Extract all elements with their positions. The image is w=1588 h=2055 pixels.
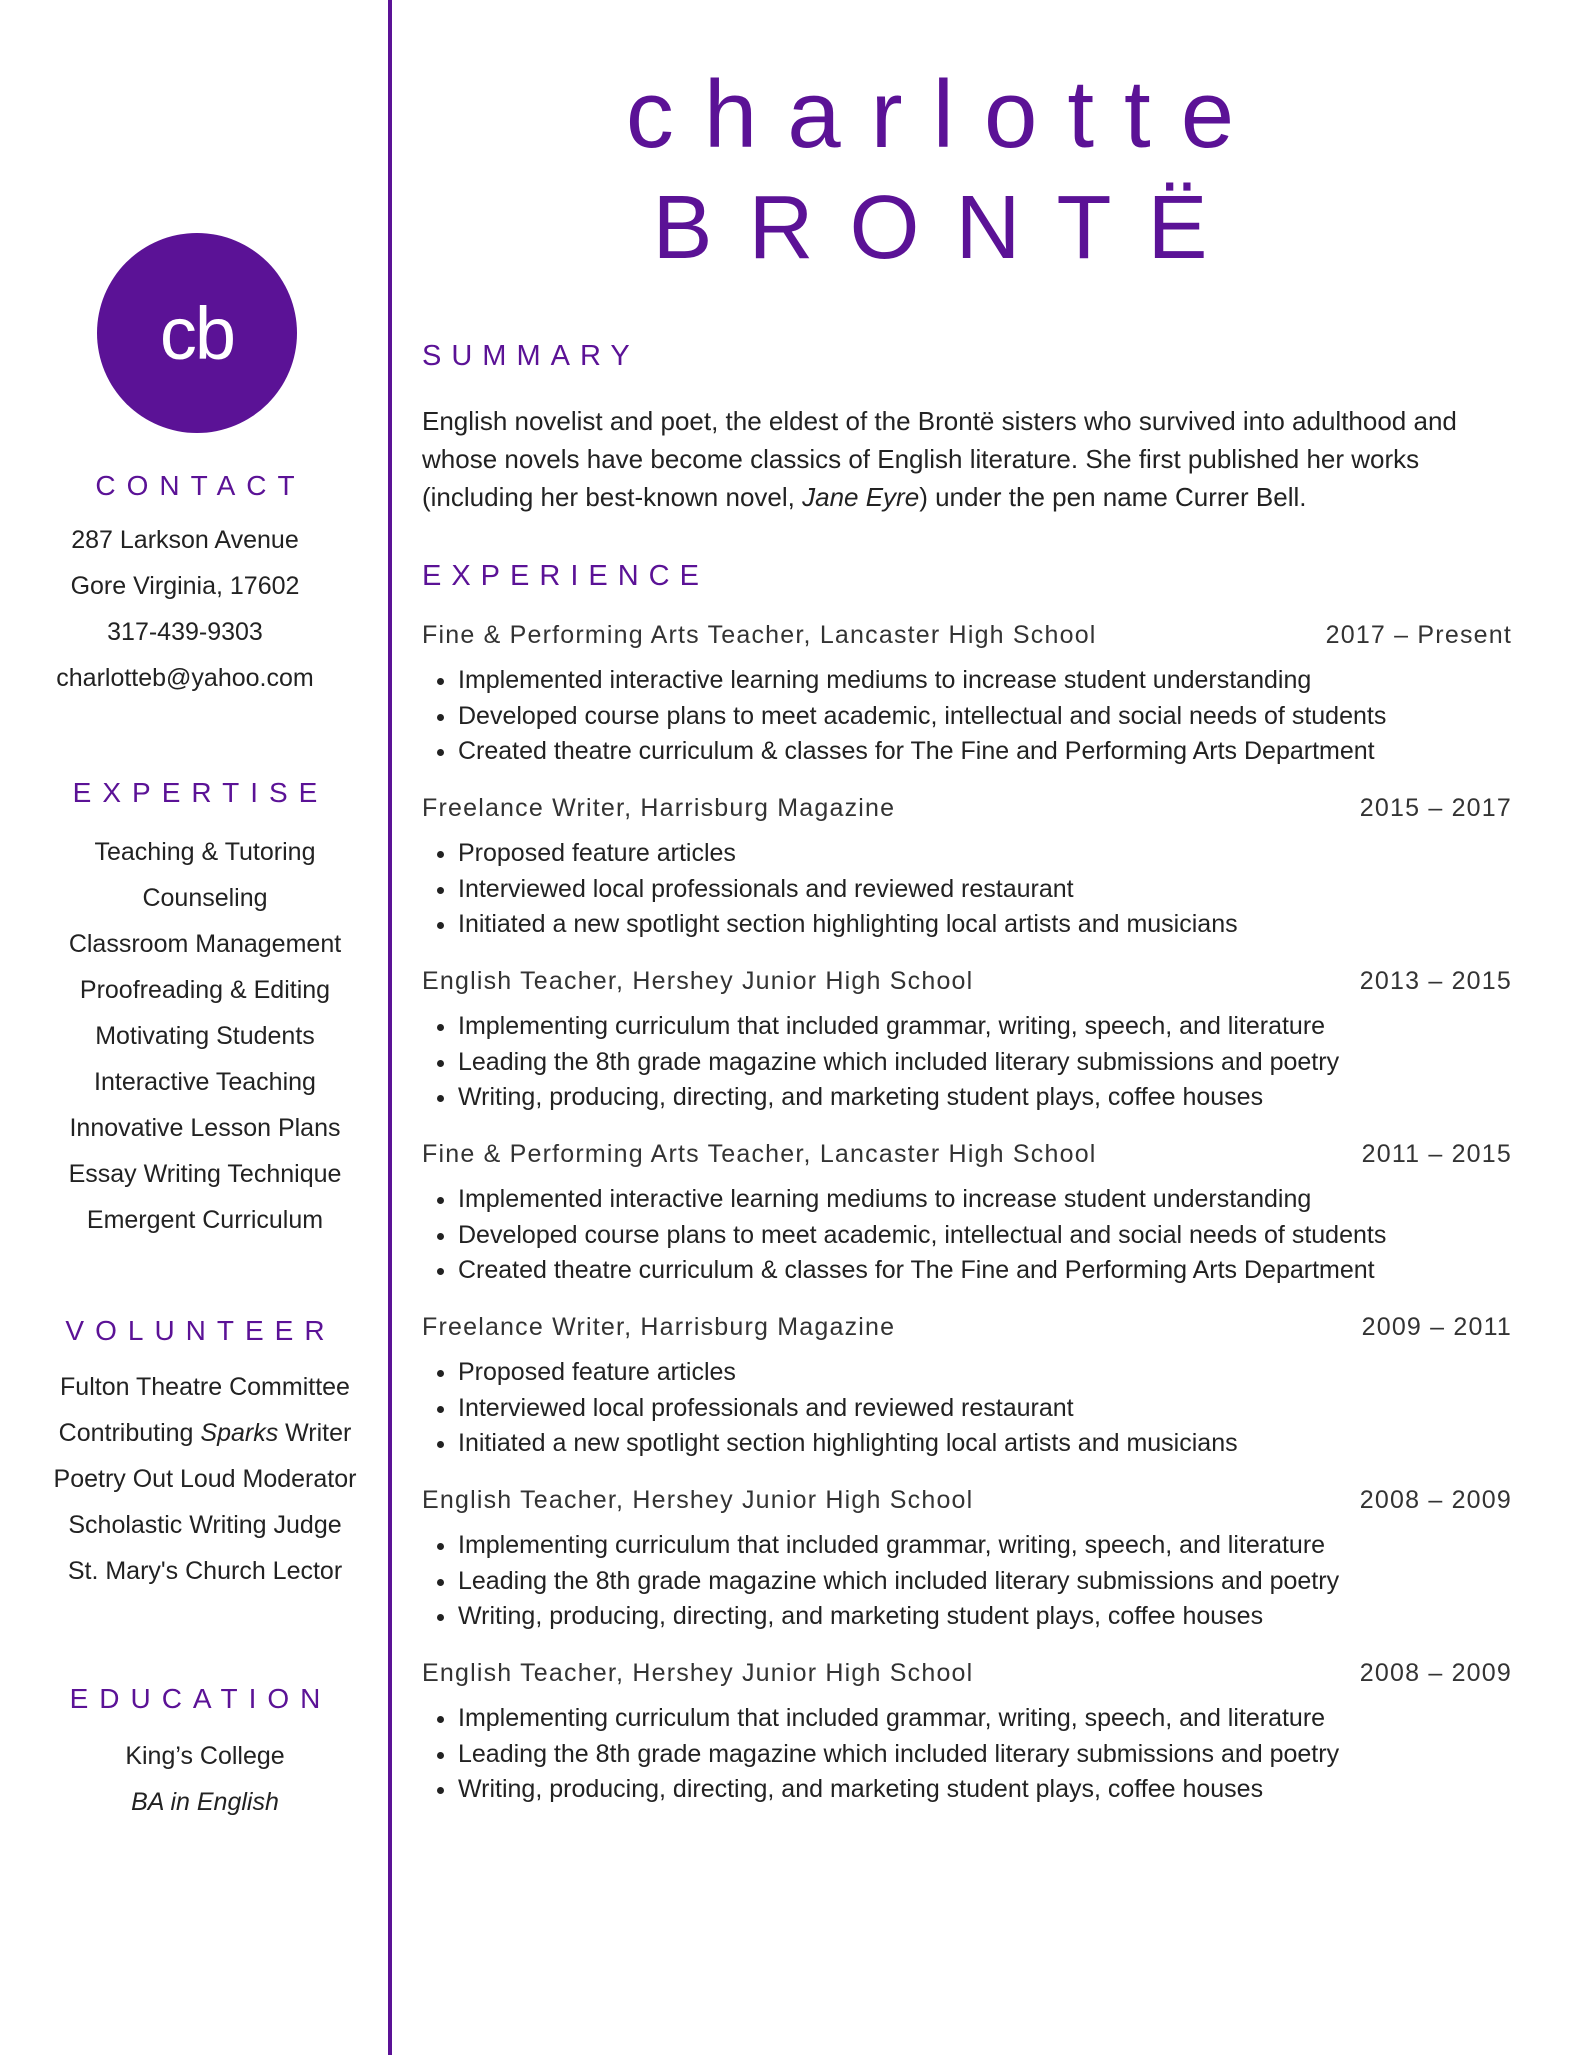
expertise-item: Emergent Curriculum xyxy=(86,1206,324,1234)
contact-phone: 317-439-9303 xyxy=(107,618,263,646)
job-bullet: • Created theatre curriculum & classes for The Fine and Performing Arts Department xyxy=(458,1253,1512,1289)
job-bullet: • Leading the 8th grade magazine which included literary submissions and poetry xyxy=(458,1045,1512,1081)
expertise-item: Interactive Teaching xyxy=(94,1068,316,1096)
job-bullet: • Developed course plans to meet academic, intellectual and social needs of students xyxy=(458,1218,1512,1254)
sidebar xyxy=(0,0,390,2055)
job-bullet: • Developed course plans to meet academic, intellectual and social needs of students xyxy=(458,699,1512,735)
job-bullet: • Interviewed local professionals and reviewed restaurant xyxy=(458,872,1512,908)
volunteer-item-sparks: Contributing Sparks Writer xyxy=(58,1419,352,1447)
expertise-item: Counseling xyxy=(142,884,268,912)
job-dates: 2008 – 2009 xyxy=(1359,1486,1512,1514)
expertise-item: Proofreading & Editing xyxy=(79,976,331,1004)
education-school: King’s College xyxy=(125,1742,285,1770)
expertise-heading: EXPERTISE xyxy=(72,777,329,808)
experience-heading: EXPERIENCE xyxy=(422,560,709,592)
volunteer-item: Scholastic Writing Judge xyxy=(68,1511,342,1539)
contact-address: 287 Larkson Avenue xyxy=(71,526,299,554)
job-bullet: • Writing, producing, directing, and marketing student plays, coffee houses xyxy=(458,1772,1512,1808)
job-entry xyxy=(422,961,1512,1134)
education-list xyxy=(0,1733,410,1825)
job-title: Fine & Performing Arts Teacher, Lancaster High School xyxy=(422,1140,1097,1168)
job-bullet: • Leading the 8th grade magazine which included literary submissions and poetry xyxy=(458,1737,1512,1773)
job-dates: 2017 – Present xyxy=(1325,621,1512,649)
job-dates: 2011 – 2015 xyxy=(1361,1140,1512,1168)
expertise-item: Classroom Management xyxy=(68,930,342,958)
volunteer-item: Poetry Out Loud Moderator xyxy=(53,1465,357,1493)
contact-city: Gore Virginia, 17602 xyxy=(70,572,300,600)
job-bullet: • Implementing curriculum that included grammar, writing, speech, and literature xyxy=(458,1009,1512,1045)
job-title: English Teacher, Hershey Junior High School xyxy=(422,967,974,995)
job-bullet: • Writing, producing, directing, and marketing student plays, coffee houses xyxy=(458,1599,1512,1635)
expertise-item: Essay Writing Technique xyxy=(68,1160,342,1188)
job-bullet: • Implemented interactive learning mediums to increase student understanding xyxy=(458,1182,1512,1218)
last-name: BRONTË xyxy=(652,178,1244,278)
job-dates: 2009 – 2011 xyxy=(1361,1313,1512,1341)
contact-heading: CONTACT xyxy=(95,470,306,501)
job-title: Freelance Writer, Harrisburg Magazine xyxy=(422,794,896,822)
job-entry xyxy=(422,615,1512,788)
volunteer-list xyxy=(0,1364,410,1594)
job-dates: 2008 – 2009 xyxy=(1359,1659,1512,1687)
expertise-item: Teaching & Tutoring xyxy=(94,838,316,866)
summary-text: English novelist and poet, the eldest of the Brontë sisters who survived into adulthood and whose novels have become classics of English literature. She first published her works (including her best-known novel, Jane Eyre) under the pen name Currer Bell. xyxy=(422,406,1457,512)
job-entry xyxy=(422,1480,1512,1653)
contact-email: charlotteb@yahoo.com xyxy=(56,664,314,692)
job-dates: 2015 – 2017 xyxy=(1359,794,1512,822)
volunteer-item: Fulton Theatre Committee xyxy=(60,1373,350,1401)
job-bullet: • Writing, producing, directing, and marketing student plays, coffee houses xyxy=(458,1080,1512,1116)
job-entry xyxy=(422,788,1512,961)
volunteer-heading: VOLUNTEER xyxy=(65,1315,336,1346)
job-bullet: • Created theatre curriculum & classes for The Fine and Performing Arts Department xyxy=(458,734,1512,770)
job-bullet: • Implementing curriculum that included grammar, writing, speech, and literature xyxy=(458,1528,1512,1564)
job-bullet: • Implementing curriculum that included grammar, writing, speech, and literature xyxy=(458,1701,1512,1737)
job-bullet: • Initiated a new spotlight section highlighting local artists and musicians xyxy=(458,907,1512,943)
job-bullet: • Proposed feature articles xyxy=(458,836,1512,872)
job-dates: 2013 – 2015 xyxy=(1359,967,1512,995)
job-title: English Teacher, Hershey Junior High School xyxy=(422,1659,974,1687)
education-heading: EDUCATION xyxy=(69,1683,332,1714)
job-bullet: • Initiated a new spotlight section highlighting local artists and musicians xyxy=(458,1426,1512,1462)
summary-heading: SUMMARY xyxy=(422,340,640,372)
volunteer-item: St. Mary's Church Lector xyxy=(67,1557,343,1585)
job-entry xyxy=(422,1653,1512,1826)
contact-list xyxy=(0,517,390,701)
job-bullet: • Implemented interactive learning mediums to increase student understanding xyxy=(458,663,1512,699)
first-name: charlotte xyxy=(625,61,1265,168)
expertise-item: Motivating Students xyxy=(95,1022,315,1050)
education-degree: BA in English xyxy=(131,1788,279,1816)
job-entry xyxy=(422,1307,1512,1480)
expertise-item: Innovative Lesson Plans xyxy=(69,1114,341,1142)
divider-line xyxy=(388,0,392,2055)
job-title: Freelance Writer, Harrisburg Magazine xyxy=(422,1313,896,1341)
job-title: English Teacher, Hershey Junior High School xyxy=(422,1486,974,1514)
experience-list xyxy=(422,615,1512,1826)
job-title: Fine & Performing Arts Teacher, Lancaster High School xyxy=(422,621,1097,649)
job-bullet: • Interviewed local professionals and reviewed restaurant xyxy=(458,1391,1512,1427)
job-bullet: • Proposed feature articles xyxy=(458,1355,1512,1391)
job-bullet: • Leading the 8th grade magazine which included literary submissions and poetry xyxy=(458,1564,1512,1600)
expertise-list xyxy=(0,829,410,1243)
monogram-avatar: cb xyxy=(97,233,297,433)
job-entry xyxy=(422,1134,1512,1307)
